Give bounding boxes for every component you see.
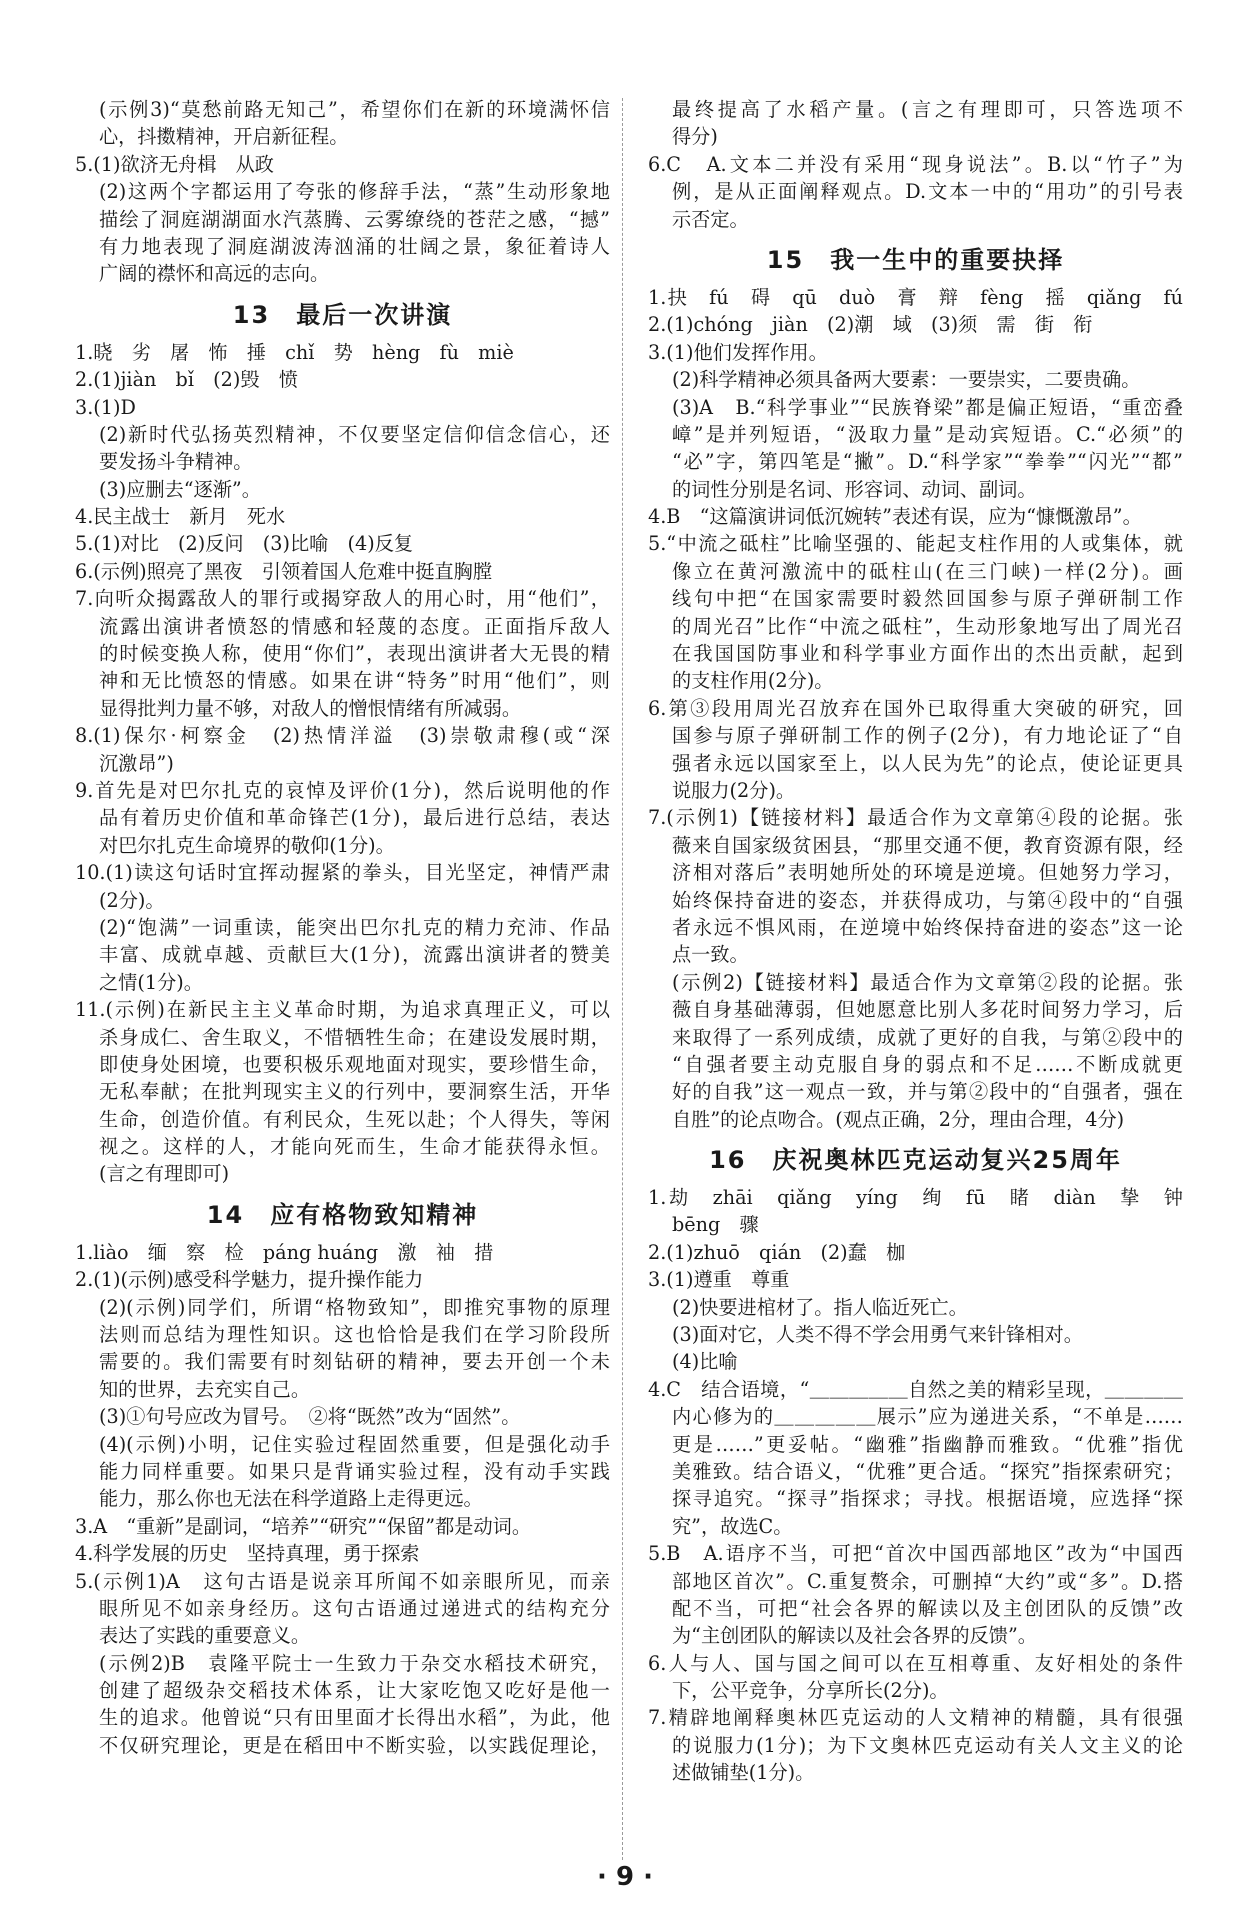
text-line: 4.C 结合语境，“＿＿＿＿＿自然之美的精彩呈现，＿＿＿＿	[648, 1377, 1183, 1401]
text-line: (2)“饱满”一词重读，能突出巴尔扎克的精力充沛、作品	[99, 915, 610, 939]
text-line: 之情(1分)。	[99, 970, 203, 994]
text-line: 5.“中流之砥柱”比喻坚强的、能起支柱作用的人或集体，就	[648, 532, 1183, 556]
text-line: 薇来自国家级贫困县，“那里交通不便，教育资源有限，经	[672, 833, 1183, 857]
text-line: 7.向听众揭露敌人的罪行或揭穿敌人的用心时，用“他们”，	[75, 587, 610, 611]
text-line: 的支柱作用(2分)。	[672, 669, 834, 693]
text-line: 2.(1)(示例)感受科学魅力，提升操作能力	[75, 1268, 424, 1292]
text-line: 1.抉 fú 碍 qū duò 膏 辩 fèng 摇 qiǎng fú	[648, 285, 1183, 309]
page-number: · 9 ·	[597, 1862, 653, 1892]
text-line: 9.首先是对巴尔扎克的哀悼及评价(1分)，然后说明他的作	[75, 778, 610, 802]
text-line: (2分)。	[99, 888, 165, 912]
text-line: 像立在黄河激流中的砥柱山(在三门峡)一样(2分)。画	[672, 559, 1183, 583]
text-line: (言之有理即可)	[99, 1162, 230, 1186]
text-line: 述做铺垫(1分)。	[672, 1761, 815, 1785]
text-line: 更是……”更妥帖。“幽雅”指幽静而雅致。“优雅”指优	[672, 1432, 1183, 1456]
text-line: 配不当，可把“社会各界的解读以及主创团队的反馈”改	[672, 1596, 1183, 1620]
text-line: 1.劫 zhāi qiǎng yíng 绚 fū 睹 diàn 挚 钟	[648, 1186, 1183, 1210]
text-line: (3)应删去“逐渐”。	[99, 477, 261, 501]
text-line: 5.B A.语序不当，可把“首次中国西部地区”改为“中国西	[648, 1542, 1183, 1566]
text-line: 5.(1)欲济无舟楫 从政	[75, 152, 274, 176]
text-line: (2)(示例)同学们，所谓“格物致知”，即推究事物的原理	[99, 1295, 610, 1319]
text-line: (示例2)【链接材料】最适合作为文章第②段的论据。张	[672, 970, 1183, 994]
text-line: (4)比喻	[672, 1350, 738, 1374]
text-line: 对巴尔扎克生命境界的敬仰(1分)。	[99, 833, 395, 857]
text-line: 3.(1)遵重 尊重	[648, 1268, 790, 1292]
text-line: 1.晓 劣 屠 怖 捶 chǐ 势 hèng fù miè	[75, 340, 514, 364]
text-line: 5.(示例1)A 这句古语是说亲耳所闻不如亲眼所见，而亲	[75, 1569, 610, 1593]
text-line: 杀身成仁、舍生取义，不惜牺牲生命；在建设发展时期，	[99, 1025, 610, 1049]
text-line: 薇自身基础薄弱，但她愿意比别人多花时间努力学习，后	[672, 998, 1183, 1022]
right-column	[648, 96, 1183, 1787]
text-line: 下，公平竞争，分享所长(2分)。	[672, 1679, 949, 1703]
text-line: 探寻追究。“探寻”指探求；寻找。根据语境，应选择“探	[672, 1487, 1183, 1511]
text-line: 的周光召”比作“中流之砥柱”，生动形象地写出了周光召	[672, 614, 1183, 638]
text-line: (2)科学精神必须具备两大要素：一要崇实，二要贵确。	[672, 368, 1141, 392]
text-line: 在我国国防事业和科学事业方面作出的杰出贡献，起到	[672, 642, 1183, 666]
text-line: 来取得了一系列成绩，成就了更好的自我，与第②段中的	[672, 1025, 1183, 1049]
text-line: bēng 骤	[672, 1213, 759, 1237]
text-line: 描绘了洞庭湖湖面水汽蒸腾、云雾缭绕的苍茫之感，“撼”	[99, 207, 610, 231]
text-line: (3)A B.“科学事业”“民族脊梁”都是偏正短语，“重峦叠	[672, 395, 1183, 419]
left-column	[75, 96, 610, 1759]
text-line: 流露出演讲者愤怒的情感和轻蔑的态度。正面指斥敌人	[99, 614, 610, 638]
text-line: 4.民主战士 新月 死水	[75, 505, 286, 529]
text-line: (2)快要进棺材了。指人临近死亡。	[672, 1295, 968, 1319]
text-line: (3)①句号应改为冒号。 ②将“既然”改为“固然”。	[99, 1405, 521, 1429]
text-line: 示否定。	[672, 207, 749, 231]
text-line: 部地区首次”。C.重复赘余，可删掉“大约”或“多”。D.搭	[672, 1569, 1183, 1593]
text-line: 好的自我”这一观点一致，并与第②段中的“自强者，强在	[672, 1080, 1183, 1104]
text-line: 丰富、成就卓越、贡献巨大(1分)，流露出演讲者的赞美	[99, 943, 610, 967]
section-title: 13 最后一次讲演	[232, 300, 453, 329]
text-line: 说服力(2分)。	[672, 778, 796, 802]
text-line: 者永远不惧风雨，在逆境中始终保持奋进的姿态”这一论	[672, 915, 1183, 939]
section-title: 15 我一生中的重要抉择	[766, 245, 1065, 274]
text-line: 神和无比愤怒的情感。如果在讲“特务”时用“他们”，则	[99, 669, 610, 693]
text-line: 能力，那么你也无法在科学道路上走得更远。	[99, 1487, 483, 1511]
text-line: “必”字，第四笔是“撇”。D.“科学家”“拳拳”“闪光”“都”	[672, 450, 1183, 474]
text-line: 6.第③段用周光召放弃在国外已取得重大突破的研究，回	[648, 696, 1183, 720]
text-line: “自强者要主动克服自身的弱点和不足……不断成就更	[672, 1052, 1183, 1076]
text-line: 眼所见不如亲身经历。这句古语通过递进式的结构充分	[99, 1596, 610, 1620]
text-line: 需要的。我们需要有时刻钻研的精神，要去开创一个未	[99, 1350, 610, 1374]
text-line: 例，是从正面阐释观点。D.文本一中的“用功”的引号表	[672, 180, 1183, 204]
text-line: (3)面对它，人类不得不学会用勇气来针锋相对。	[672, 1323, 1083, 1347]
text-line: 5.(1)对比 (2)反问 (3)比喻 (4)反复	[75, 532, 414, 556]
text-line: 2.(1)zhuō qián (2)蠢 枷	[648, 1240, 906, 1264]
text-line: 品有着历史价值和革命锋芒(1分)，最后进行总结，表达	[99, 806, 610, 830]
text-line: 最终提高了水稻产量。(言之有理即可，只答选项不	[672, 98, 1183, 121]
text-line: 无私奉献；在批判现实主义的行列中，要洞察生活，开华	[99, 1080, 610, 1104]
text-line: 美雅致。结合语义，“优雅”更合适。“探究”指探索研究；	[672, 1459, 1183, 1483]
text-line: 的时候变换人称，使用“你们”，表现出演讲者大无畏的精	[99, 642, 610, 666]
text-line: 不仅研究理论，更是在稻田中不断实验，以实践促理论，	[99, 1733, 610, 1757]
text-line: 表达了实践的重要意义。	[99, 1624, 311, 1648]
text-line: 为“主创团队的解读以及社会各界的反馈”。	[672, 1624, 1037, 1648]
text-line: 的说服力(1分)；为下文奥林匹克运动有关人文主义的论	[672, 1733, 1183, 1757]
text-line: 广阔的襟怀和高远的志向。	[99, 262, 330, 286]
text-line: 4.B “这篇演讲词低沉婉转”表述有误，应为“慷慨激昂”。	[648, 505, 1142, 529]
text-line: 法则而总结为理性知识。这也恰恰是我们在学习阶段所	[99, 1323, 610, 1347]
text-line: 得分)	[672, 125, 718, 149]
text-line: 点一致。	[672, 943, 749, 967]
text-line: 的词性分别是名词、形容词、动词、副词。	[672, 477, 1037, 501]
text-line: 要发扬斗争精神。	[99, 450, 253, 474]
text-line: 11.(示例)在新民主主义革命时期，为追求真理正义，可以	[75, 998, 610, 1022]
text-line: 能力同样重要。如果只是背诵实验过程，没有动手实践	[99, 1459, 610, 1483]
text-line: (示例2)B 袁隆平院士一生致力于杂交水稻技术研究，	[99, 1651, 610, 1675]
text-line: 嶂”是并列短语，“汲取力量”是动宾短语。C.“必须”的	[672, 422, 1183, 446]
text-line: 4.科学发展的历史 坚持真理，勇于探索	[75, 1542, 420, 1566]
text-line: 生的追求。他曾说“只有田里面才长得出水稻”，为此，他	[99, 1706, 610, 1730]
text-line: 究”，故选C。	[672, 1514, 793, 1538]
text-line: 沉激昂”)	[99, 751, 174, 775]
text-line: 8.(1)保尔·柯察金 (2)热情洋溢 (3)崇敬肃穆(或“深	[75, 724, 610, 748]
text-line: 知的世界，去充实自己。	[99, 1377, 311, 1401]
text-line: 3.(1)他们发挥作用。	[648, 340, 828, 364]
text-line: 有力地表现了洞庭湖波涛汹涌的壮阔之景，象征着诗人	[99, 234, 610, 258]
text-line: 3.(1)D	[75, 395, 136, 419]
text-line: 生命，创造价值。有利民众，生死以赴；个人得失，等闲	[99, 1107, 610, 1131]
text-line: 2.(1)chóng jiàn (2)潮 域 (3)须 需 街 衔	[648, 313, 1093, 337]
section-title: 16 庆祝奥林匹克运动复兴25周年	[709, 1146, 1122, 1175]
text-line: 内心修为的＿＿＿＿＿展示”应为递进关系，“不单是……	[672, 1405, 1183, 1429]
text-line: 始终保持奋进的姿态，并获得成功，与第④段中的“自强	[672, 888, 1183, 912]
text-line: (2)这两个字都运用了夸张的修辞手法，“蒸”生动形象地	[99, 180, 610, 204]
text-line: 6.(示例)照亮了黑夜 引领着国人危难中挺直胸膛	[75, 559, 493, 583]
text-line: 创建了超级杂交稻技术体系，让大家吃饱又吃好是他一	[99, 1679, 610, 1703]
text-line: 3.A “重新”是副词，“培养”“研究”“保留”都是动词。	[75, 1514, 532, 1538]
text-line: (4)(示例)小明，记住实验过程固然重要，但是强化动手	[99, 1432, 610, 1456]
text-line: 7.(示例1)【链接材料】最适合作为文章第④段的论据。张	[648, 806, 1183, 830]
column-divider	[622, 98, 623, 1860]
text-line: 6.C A.文本二并没有采用“现身说法”。B.以“竹子”为	[648, 152, 1183, 176]
text-line: 济相对落后”表明她所处的环境是逆境。但她努力学习，	[672, 861, 1183, 885]
text-line: 视之。这样的人，才能向死而生，生命才能获得永恒。	[99, 1135, 610, 1159]
section-title: 14 应有格物致知精神	[206, 1200, 479, 1229]
text-line: 心，抖擞精神，开启新征程。	[99, 125, 349, 149]
text-line: 即使身处困境，也要积极乐观地面对现实，要珍惜生命，	[99, 1052, 610, 1076]
text-line: 2.(1)jiàn bǐ (2)毁 愤	[75, 368, 298, 392]
text-line: 国参与原子弹研制工作的例子(2分)，有力地论证了“自	[672, 724, 1183, 748]
text-line: 1.liào 缅 察 检 páng huáng 激 袖 措	[75, 1240, 494, 1264]
text-line: 7.精辟地阐释奥林匹克运动的人文精神的精髓，具有很强	[648, 1706, 1183, 1730]
text-line: 显得批判力量不够，对敌人的憎恨情绪有所减弱。	[99, 696, 522, 720]
text-line: 10.(1)读这句话时宜挥动握紧的拳头，目光坚定，神情严肃	[75, 861, 610, 885]
text-line: 6.人与人、国与国之间可以在互相尊重、友好相处的条件	[648, 1651, 1183, 1675]
text-line: 线句中把“在国家需要时毅然回国参与原子弹研制工作	[672, 587, 1183, 611]
text-line: (示例3)“莫愁前路无知己”，希望你们在新的环境满怀信	[99, 98, 610, 121]
text-line: 自胜”的论点吻合。(观点正确，2分，理由合理，4分)	[672, 1107, 1125, 1131]
text-line: 强者永远以国家至上，以人民为先”的论点，使论证更具	[672, 751, 1183, 775]
text-line: (2)新时代弘扬英烈精神，不仅要坚定信仰信念信心，还	[99, 422, 610, 446]
